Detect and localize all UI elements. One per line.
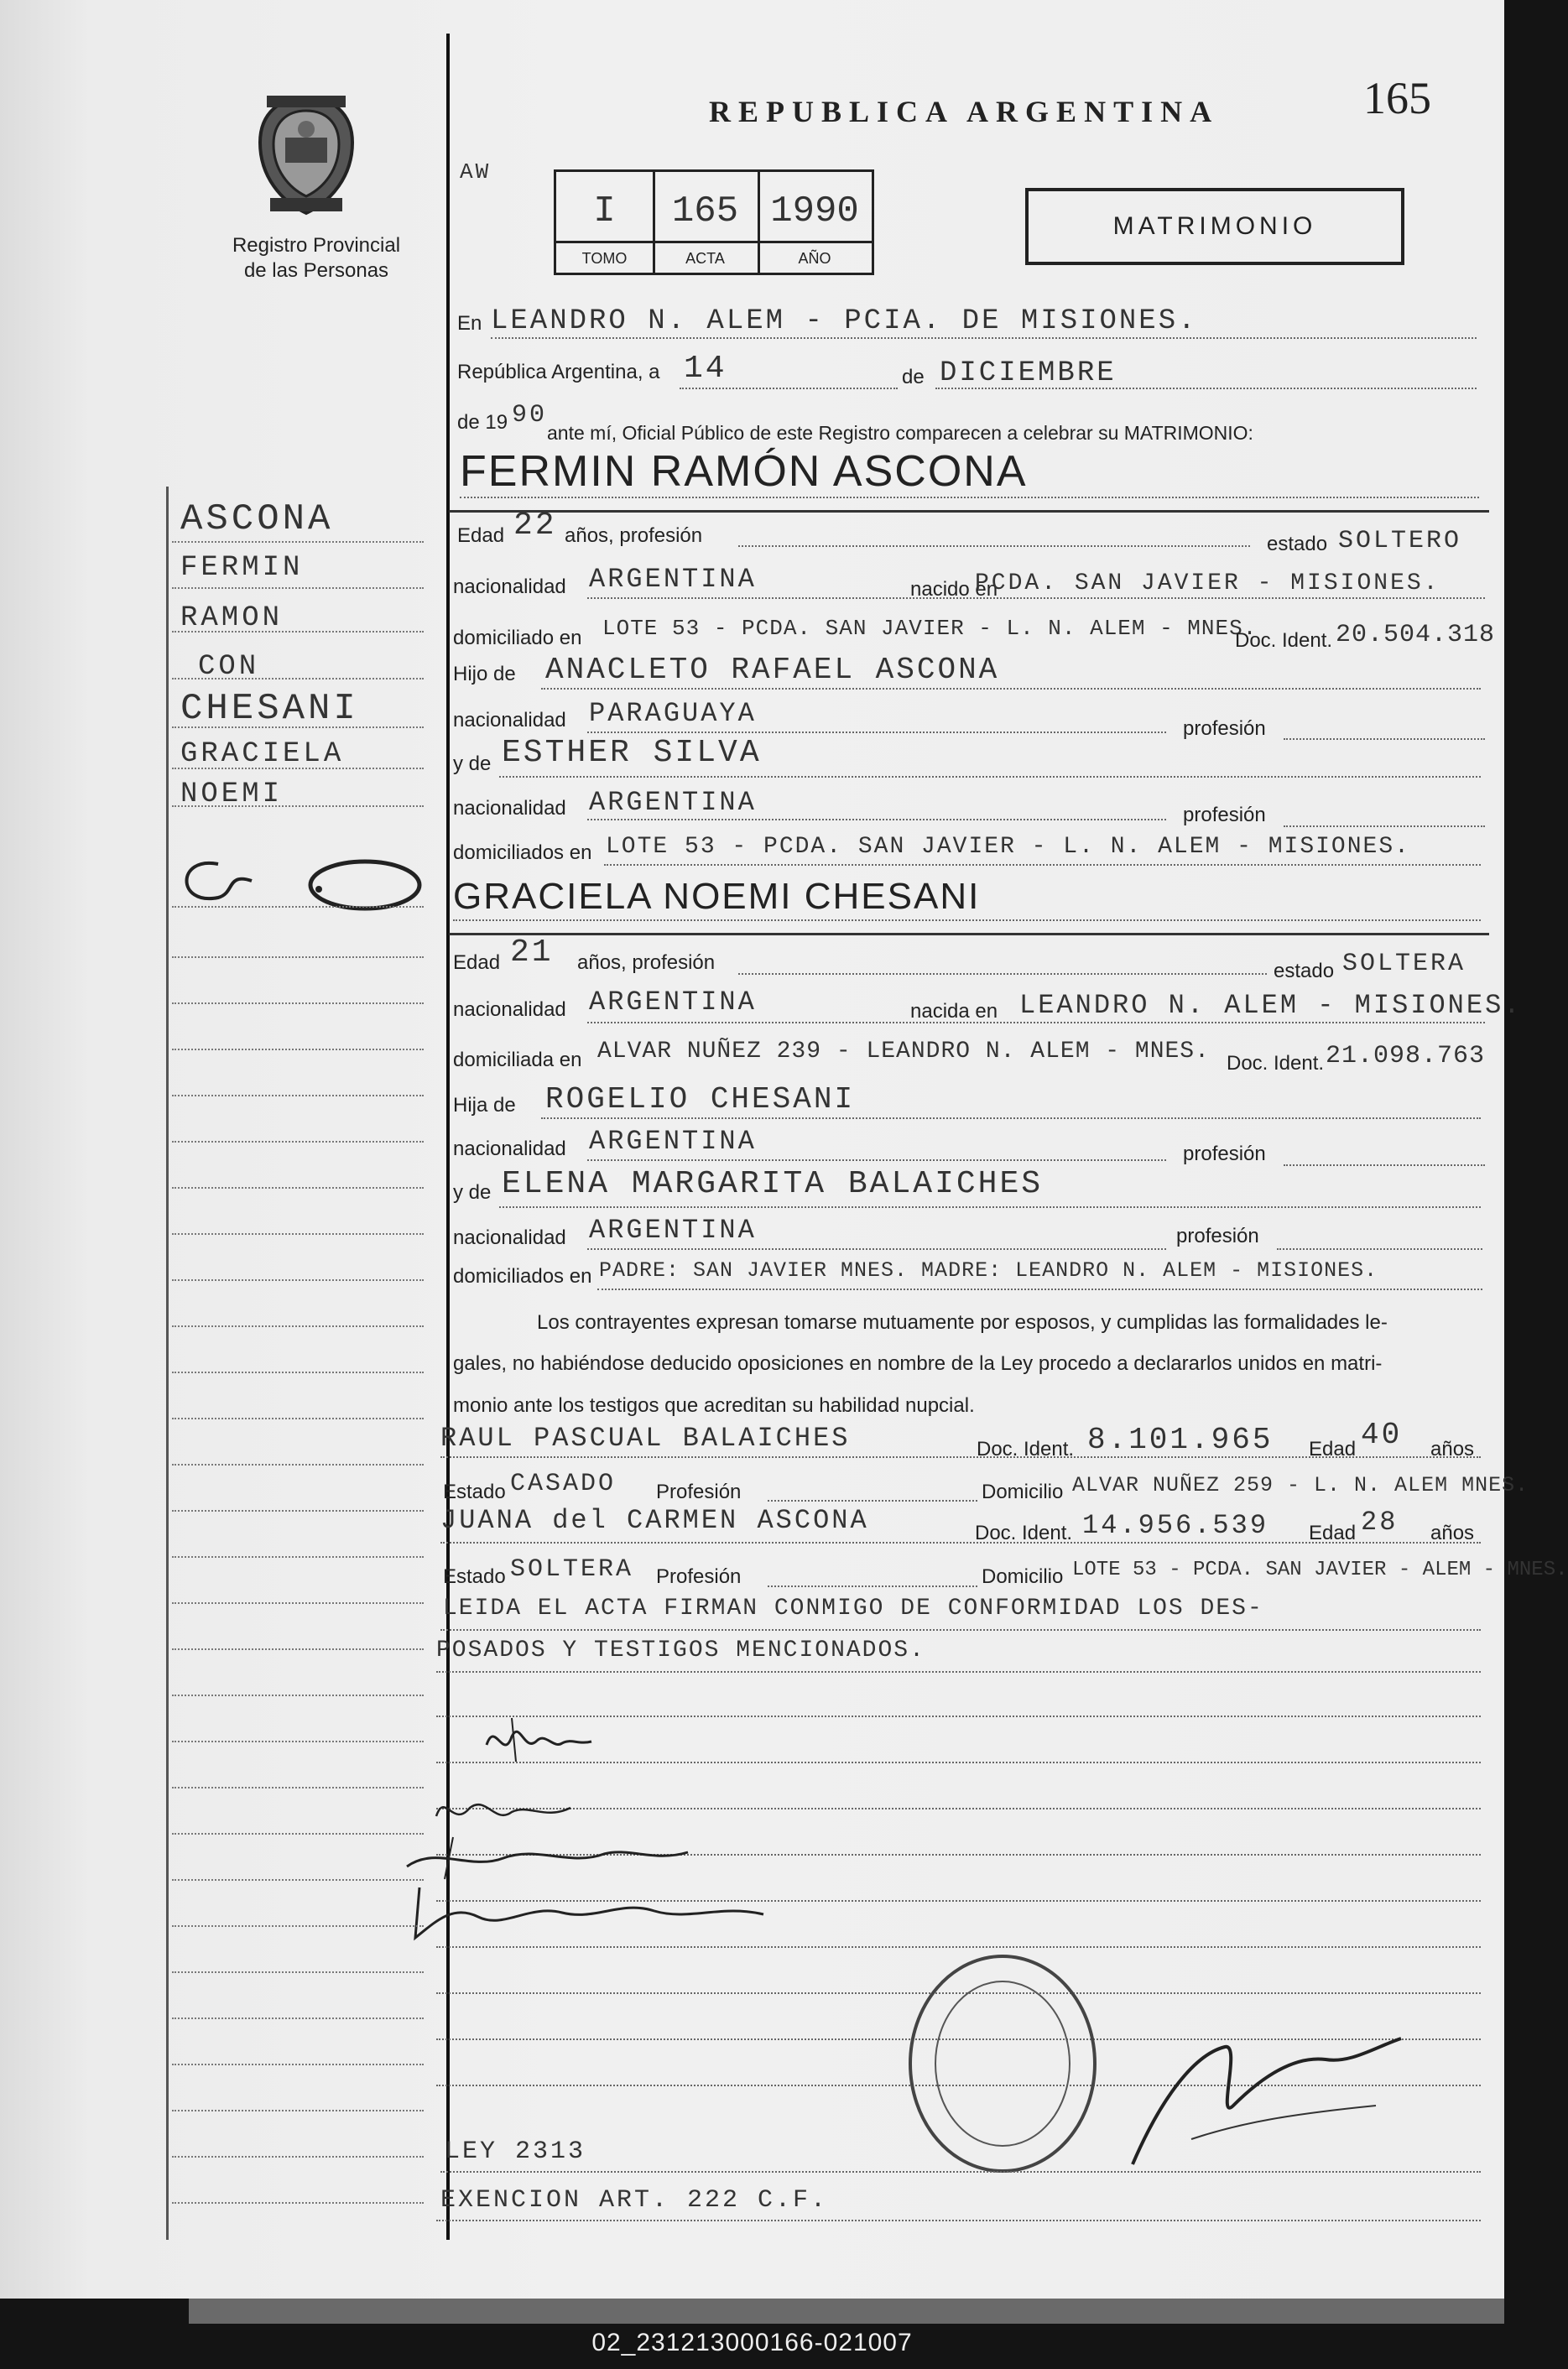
novio-estado-label: estado [1267,533,1328,555]
margin-con: CON [198,651,260,683]
office-name: Registro Provincial de las Personas [232,234,401,282]
novia-nac-padre-label: nacionalidad [453,1138,566,1160]
margin-ruled-line [172,1464,424,1466]
novia-nacionalidad: ARGENTINA [589,987,757,1018]
novia-doms-label: domiciliados en [453,1265,592,1288]
testigo1-anos-label: años [1430,1438,1475,1460]
margin-ruled-line [172,587,424,589]
testigo1-edad-label: Edad [1309,1438,1357,1460]
testigo2-domicilio: LOTE 53 - PCDA. SAN JAVIER - ALEM - MNES. [1072,1559,1568,1581]
novio-madre: ESTHER SILVA [502,735,762,771]
margin-ruled-line [172,1971,424,1973]
mes-value: DICIEMBRE [940,357,1117,389]
republica-label: República Argentina, a [457,361,660,383]
margin-ruled-line [172,1418,424,1419]
novio-prof2-label: profesión [1183,804,1266,826]
registro-box [554,169,874,275]
tomo-value: I [593,190,616,232]
margin-nombre2-novia: NOEMI [180,778,284,810]
formula-line1: Los contrayentes expresan tomarse mutuamente por esposos, y cumplidas las formalidades le- [537,1311,1388,1334]
margin-ruled-line [172,1002,424,1004]
novio-padre: ANACLETO RAFAEL ASCONA [545,653,1000,687]
testigo2-prof-label: Profesión [656,1565,742,1588]
acta-value: 165 [671,190,739,232]
testigo1-estado-label: Estado [443,1481,506,1503]
novio-hijo-label: Hijo de [453,663,516,685]
margin-ruled-line [172,726,424,728]
formula-line3: monio ante los testigos que acreditan su habilidad nupcial. [453,1394,975,1417]
testigo1-domicilio: ALVAR NUÑEZ 259 - L. N. ALEM MNES. [1072,1473,1529,1497]
margin-ruled-line [172,1233,424,1235]
novio-nac-madre: ARGENTINA [589,787,757,818]
margin-ruled-line [172,2110,424,2111]
novia-yde-label: y de [453,1181,492,1204]
margin-ruled-line [172,1372,424,1373]
novia-edad: 21 [510,935,554,971]
margin-ruled-line [172,1187,424,1189]
novia-edad-label: Edad [453,951,501,974]
novio-prof-label: profesión [1183,717,1266,740]
novio-edad-label: Edad [457,524,505,547]
signature-testigo2 [403,1879,805,1950]
margin-ruled-line [172,1648,424,1650]
margin-ruled-line [172,1556,424,1558]
novia-prof-label: profesión [1183,1143,1266,1165]
novio-nac-madre-label: nacionalidad [453,797,566,820]
de-label: de [902,366,925,388]
margin-ruled-line [172,1695,424,1696]
novia-domicilio: ALVAR NUÑEZ 239 - LEANDRO N. ALEM - MNES. [597,1039,1210,1065]
testigo1-prof-label: Profesión [656,1481,742,1503]
margin-nombre2-novio: RAMON [180,602,284,634]
anio-label: AÑO [798,250,831,267]
novia-nac-madre-label: nacionalidad [453,1226,566,1249]
signature-oficial [1124,2022,1409,2177]
testigo1-estado: CASADO [510,1470,617,1498]
ruled-line [436,1808,1481,1809]
novio-nac-padre: PARAGUAYA [589,698,757,729]
en-label: En [457,312,482,335]
testigo2-edad: 28 [1361,1507,1399,1538]
official-stamp [902,1950,1103,2181]
margin-ruled-line [172,1049,424,1050]
tomo-label: TOMO [581,250,628,267]
margin-ruled-line [172,2018,424,2019]
novia-doc-label: Doc. Ident. [1227,1052,1325,1075]
margin-ruled-line [172,1510,424,1512]
page-number: 165 [1363,73,1431,123]
acta-type-box: MATRIMONIO [1025,188,1404,265]
province-seal [252,92,361,222]
margin-ruled-line [172,2064,424,2065]
novio-nacido-label: nacido en [910,578,998,601]
margin-ruled-line [172,1833,424,1835]
novio-edad: 22 [513,508,557,544]
novia-estado-label: estado [1274,960,1335,982]
novia-madre: ELENA MARGARITA BALAICHES [502,1166,1044,1202]
novia-nac-label: nacionalidad [453,998,566,1021]
margin-ruled-line [172,1602,424,1604]
anio-value: 1990 [770,190,859,232]
testigo2-estado-label: Estado [443,1565,506,1588]
signature-novio [478,1711,596,1774]
lugar-value: LEANDRO N. ALEM - PCIA. DE MISIONES. [491,305,1198,337]
novio-nac-label: nacionalidad [453,575,566,598]
margin-ruled-line [172,2202,424,2204]
margin-ruled-line [172,1879,424,1881]
testigo1-doc: 8.101.965 [1087,1423,1274,1457]
margin-ruled-line [172,1787,424,1788]
margin-ruled-line [172,1925,424,1927]
novia-nacida-en: LEANDRO N. ALEM - MISIONES. [1019,990,1523,1021]
margin-ruled-line [172,805,424,807]
novio-nacionalidad: ARGENTINA [589,564,757,595]
novia-nac-madre: ARGENTINA [589,1215,757,1246]
cierre-line1: LEIDA EL ACTA FIRMAN CONMIGO DE CONFORMIDAD LOS DES- [443,1596,1263,1622]
novia-hija-label: Hija de [453,1094,516,1117]
margin-apellido-novio: ASCONA [180,498,334,540]
margin-ruled-line [172,768,424,769]
testigo2-dom-label: Domicilio [982,1565,1064,1588]
novia-dom-padres: PADRE: SAN JAVIER MNES. MADRE: LEANDRO N. ALEM - MISIONES. [599,1258,1378,1283]
dia-value: 14 [684,351,727,387]
nota-exencion: EXENCION ART. 222 C.F. [440,2186,829,2215]
margin-ruled-line [172,541,424,543]
testigo2-nombre: JUANA del CARMEN ASCONA [440,1505,869,1536]
testigo2-estado: SOLTERA [510,1555,634,1584]
novio-doc-label: Doc. Ident. [1235,629,1333,652]
margin-ruled-line [172,1279,424,1281]
novia-padre: ROGELIO CHESANI [545,1082,856,1117]
novia-prof2-label: profesión [1176,1225,1259,1247]
acta-label: ACTA [685,250,725,267]
margin-apellido-novia: CHESANI [180,688,359,730]
margin-rule-left [166,487,169,2240]
testigo2-anos-label: años [1430,1522,1475,1544]
novia-doc: 21.098.763 [1326,1042,1486,1070]
novio-dom-label: domiciliado en [453,627,582,649]
novio-dom-padres: LOTE 53 - PCDA. SAN JAVIER - L. N. ALEM - MISIONES. [606,834,1410,860]
novio-yde-label: y de [453,752,492,775]
margin-nombre1-novio: FERMIN [180,552,304,584]
de19-label: de 19 [457,411,508,434]
novia-nacida-label: nacida en [910,1000,998,1023]
page-edge [189,2299,1504,2324]
testigo1-dom-label: Domicilio [982,1481,1064,1503]
anio-escrito: 90 [512,401,548,430]
testigo1-edad: 40 [1361,1418,1403,1452]
image-caption: 02_231213000166-021007 [591,2329,913,2356]
novio-nacido-en: PCDA. SAN JAVIER - MISIONES. [975,570,1440,596]
margin-ruled-line [172,2156,424,2158]
margin-ruled-line [172,678,424,679]
country-title: REPUBLICA ARGENTINA [709,95,1220,128]
cierre-line2: POSADOS Y TESTIGOS MENCIONADOS. [436,1637,925,1664]
formula-line2: gales, no habiéndose deducido oposiciones en nombre de la Ley procedo a declararlos unidos en matri- [453,1352,1383,1375]
aw-mark: AW [460,159,492,185]
margin-ruled-line [172,1141,424,1143]
testigo2-doc: 14.956.539 [1082,1510,1269,1541]
novio-nombre: FERMIN RAMÓN ASCONA [460,447,1028,496]
novio-nac-padre-label: nacionalidad [453,709,566,732]
margin-ruled-line [172,631,424,633]
novio-doc: 20.504.318 [1336,621,1496,649]
novia-dom-label: domiciliada en [453,1049,582,1071]
novia-anos-prof-label: años, profesión [577,951,716,974]
novio-anos-prof-label: años, profesión [565,524,703,547]
testigo1-nombre: RAUL PASCUAL BALAICHES [440,1423,851,1454]
testigo2-doc-label: Doc. Ident. [975,1522,1073,1544]
novio-domicilio: LOTE 53 - PCDA. SAN JAVIER - L. N. ALEM - MNES. [602,616,1258,641]
margin-ruled-line [172,1325,424,1327]
testigo1-doc-label: Doc. Ident. [977,1438,1075,1460]
intro-sentence: ante mí, Oficial Público de este Registro comparecen a celebrar su MATRIMONIO: [547,422,1253,444]
novio-estado: SOLTERO [1338,527,1462,555]
margin-ruled-line [172,1095,424,1096]
margin-ruled-line [172,956,424,958]
novia-estado: SOLTERA [1342,950,1466,978]
margin-ruled-line [172,1741,424,1742]
nota-ley: LEY 2313 [445,2137,586,2166]
margin-rubrica [168,847,428,919]
novia-nac-padre: ARGENTINA [589,1126,757,1157]
novio-doms-label: domiciliados en [453,841,592,864]
testigo2-edad-label: Edad [1309,1522,1357,1544]
novia-nombre: GRACIELA NOEMI CHESANI [453,876,981,917]
margin-nombre1-novia: GRACIELA [180,738,345,770]
margin-ruled-line [172,906,424,908]
